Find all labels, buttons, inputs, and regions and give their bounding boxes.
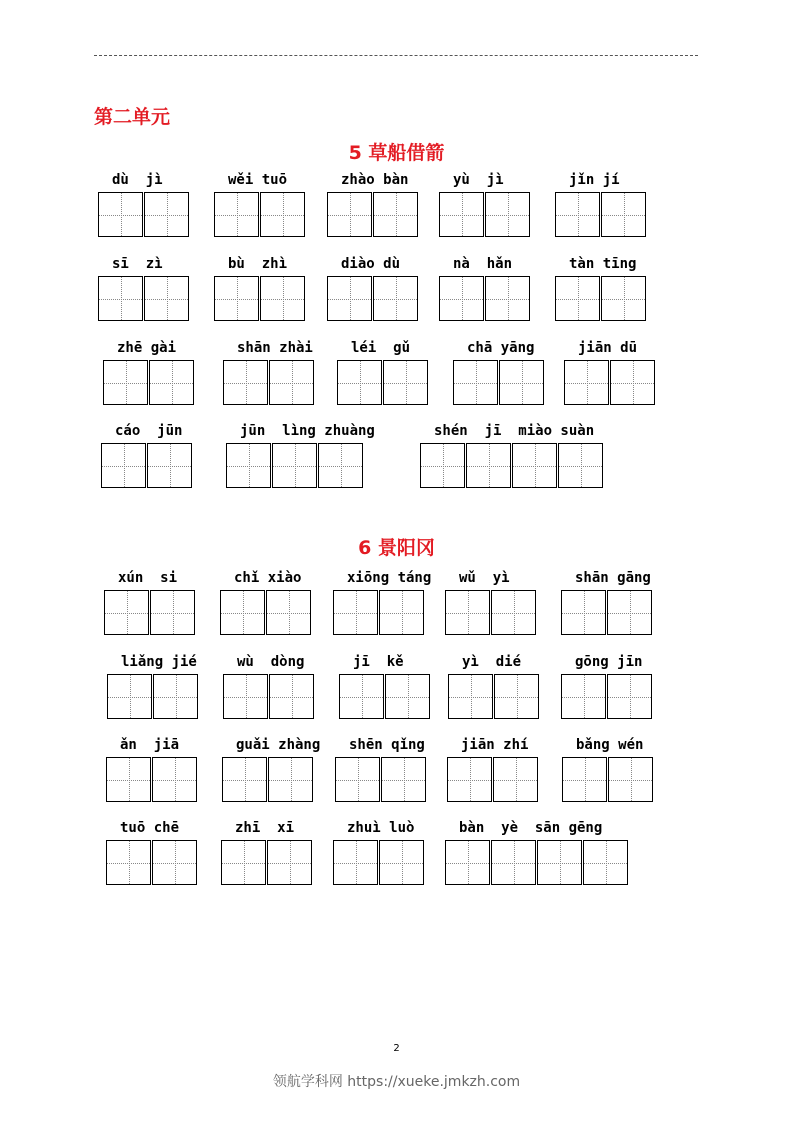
writing-boxes xyxy=(447,757,538,802)
tian-grid-box[interactable] xyxy=(333,590,378,635)
tian-grid-box[interactable] xyxy=(466,443,511,488)
tian-grid-box[interactable] xyxy=(220,590,265,635)
page-number: 2 xyxy=(393,1043,400,1054)
tian-grid-box[interactable] xyxy=(583,840,628,885)
tian-grid-box[interactable] xyxy=(373,276,418,321)
tian-grid-box[interactable] xyxy=(561,590,606,635)
tian-grid-box[interactable] xyxy=(152,840,197,885)
writing-boxes xyxy=(327,192,418,237)
tian-grid-box[interactable] xyxy=(491,590,536,635)
pinyin-label: shān zhài xyxy=(237,340,313,356)
lesson-title: 6 景阳冈 xyxy=(358,537,435,559)
tian-grid-box[interactable] xyxy=(379,840,424,885)
tian-grid-box[interactable] xyxy=(214,192,259,237)
tian-grid-box[interactable] xyxy=(327,276,372,321)
tian-grid-box[interactable] xyxy=(223,674,268,719)
pinyin-label: shān gāng xyxy=(575,570,651,586)
tian-grid-box[interactable] xyxy=(226,443,271,488)
tian-grid-box[interactable] xyxy=(448,674,493,719)
tian-grid-box[interactable] xyxy=(268,757,313,802)
pinyin-label: ǎn jiā xyxy=(120,737,180,753)
tian-grid-box[interactable] xyxy=(98,192,143,237)
tian-grid-box[interactable] xyxy=(106,757,151,802)
writing-boxes xyxy=(555,276,646,321)
pinyin-label: jiān dū xyxy=(578,340,638,356)
tian-grid-box[interactable] xyxy=(260,192,305,237)
tian-grid-box[interactable] xyxy=(555,192,600,237)
top-dashed-rule xyxy=(94,55,698,56)
writing-boxes xyxy=(106,757,197,802)
tian-grid-box[interactable] xyxy=(485,192,530,237)
tian-grid-box[interactable] xyxy=(383,360,428,405)
writing-boxes xyxy=(337,360,428,405)
writing-boxes xyxy=(561,674,652,719)
tian-grid-box[interactable] xyxy=(269,360,314,405)
writing-boxes xyxy=(453,360,544,405)
tian-grid-box[interactable] xyxy=(337,360,382,405)
writing-boxes xyxy=(561,590,652,635)
tian-grid-box[interactable] xyxy=(512,443,557,488)
tian-grid-box[interactable] xyxy=(152,757,197,802)
tian-grid-box[interactable] xyxy=(266,590,311,635)
pinyin-label: yù jì xyxy=(453,172,504,188)
pinyin-label: wǔ yì xyxy=(459,570,510,586)
pinyin-label: jǐn jí xyxy=(569,172,620,188)
tian-grid-box[interactable] xyxy=(561,674,606,719)
pinyin-label: liǎng jié xyxy=(121,654,197,670)
writing-boxes xyxy=(223,360,314,405)
pinyin-label: jī kě xyxy=(353,654,404,670)
tian-grid-box[interactable] xyxy=(333,840,378,885)
writing-boxes xyxy=(98,276,189,321)
lesson-title: 5 草船借箭 xyxy=(348,142,445,164)
pinyin-label: wěi tuō xyxy=(228,172,288,188)
tian-grid-box[interactable] xyxy=(144,192,189,237)
tian-grid-box[interactable] xyxy=(269,674,314,719)
tian-grid-box[interactable] xyxy=(558,443,603,488)
tian-grid-box[interactable] xyxy=(537,840,582,885)
writing-boxes xyxy=(222,757,313,802)
writing-boxes xyxy=(214,192,305,237)
writing-boxes xyxy=(221,840,312,885)
pinyin-label: jiān zhí xyxy=(461,737,529,753)
writing-boxes xyxy=(103,360,194,405)
tian-grid-box[interactable] xyxy=(103,360,148,405)
writing-boxes xyxy=(420,443,603,488)
tian-grid-box[interactable] xyxy=(562,757,607,802)
writing-boxes xyxy=(101,443,192,488)
writing-boxes xyxy=(335,757,426,802)
writing-boxes xyxy=(448,674,539,719)
tian-grid-box[interactable] xyxy=(318,443,363,488)
writing-boxes xyxy=(106,840,197,885)
pinyin-label: jūn lìng zhuàng xyxy=(240,423,375,439)
tian-grid-box[interactable] xyxy=(327,192,372,237)
pinyin-label: chā yāng xyxy=(467,340,535,356)
tian-grid-box[interactable] xyxy=(607,590,652,635)
writing-boxes xyxy=(555,192,646,237)
tian-grid-box[interactable] xyxy=(493,757,538,802)
tian-grid-box[interactable] xyxy=(439,192,484,237)
pinyin-label: tuō chē xyxy=(120,820,180,836)
tian-grid-box[interactable] xyxy=(107,674,152,719)
tian-grid-box[interactable] xyxy=(335,757,380,802)
tian-grid-box[interactable] xyxy=(601,192,646,237)
pinyin-label: zhē gài xyxy=(117,340,177,356)
pinyin-label: zhī xī xyxy=(235,820,295,836)
pinyin-label: léi gǔ xyxy=(351,340,411,356)
tian-grid-box[interactable] xyxy=(420,443,465,488)
writing-boxes xyxy=(107,674,198,719)
tian-grid-box[interactable] xyxy=(610,360,655,405)
tian-grid-box[interactable] xyxy=(608,757,653,802)
pinyin-label: bù zhì xyxy=(228,256,288,272)
writing-boxes xyxy=(333,840,424,885)
tian-grid-box[interactable] xyxy=(453,360,498,405)
pinyin-label: shēn qǐng xyxy=(349,737,425,753)
pinyin-label: zhào bàn xyxy=(341,172,409,188)
writing-boxes xyxy=(220,590,311,635)
footer-watermark: 领航学科网 https://xueke.jmkzh.com xyxy=(272,1074,521,1090)
tian-grid-box[interactable] xyxy=(494,674,539,719)
pinyin-label: bǎng wén xyxy=(576,737,644,753)
tian-grid-box[interactable] xyxy=(153,674,198,719)
pinyin-label: gōng jīn xyxy=(575,654,643,670)
tian-grid-box[interactable] xyxy=(601,276,646,321)
writing-boxes xyxy=(333,590,424,635)
tian-grid-box[interactable] xyxy=(267,840,312,885)
writing-boxes xyxy=(445,840,628,885)
pinyin-label: zhuì luò xyxy=(347,820,415,836)
tian-grid-box[interactable] xyxy=(445,590,490,635)
pinyin-label: tàn tīng xyxy=(569,256,637,272)
tian-grid-box[interactable] xyxy=(98,276,143,321)
tian-grid-box[interactable] xyxy=(339,674,384,719)
tian-grid-box[interactable] xyxy=(555,276,600,321)
tian-grid-box[interactable] xyxy=(381,757,426,802)
tian-grid-box[interactable] xyxy=(385,674,430,719)
pinyin-label: sī zì xyxy=(112,256,163,272)
tian-grid-box[interactable] xyxy=(101,443,146,488)
writing-boxes xyxy=(327,276,418,321)
pinyin-label: cáo jūn xyxy=(115,423,183,439)
pinyin-label: yì dié xyxy=(462,654,522,670)
tian-grid-box[interactable] xyxy=(104,590,149,635)
tian-grid-box[interactable] xyxy=(439,276,484,321)
tian-grid-box[interactable] xyxy=(106,840,151,885)
writing-boxes xyxy=(439,192,530,237)
writing-boxes xyxy=(226,443,363,488)
writing-boxes xyxy=(445,590,536,635)
pinyin-label: xiōng táng xyxy=(347,570,432,586)
tian-grid-box[interactable] xyxy=(222,757,267,802)
writing-boxes xyxy=(562,757,653,802)
pinyin-label: xún si xyxy=(118,570,178,586)
pinyin-label: bàn yè sān gēng xyxy=(459,820,603,836)
tian-grid-box[interactable] xyxy=(147,443,192,488)
tian-grid-box[interactable] xyxy=(223,360,268,405)
writing-boxes xyxy=(98,192,189,237)
tian-grid-box[interactable] xyxy=(150,590,195,635)
pinyin-label: guǎi zhàng xyxy=(236,737,321,753)
writing-boxes xyxy=(564,360,655,405)
writing-boxes xyxy=(214,276,305,321)
tian-grid-box[interactable] xyxy=(491,840,536,885)
pinyin-label: nà hǎn xyxy=(453,256,513,272)
writing-boxes xyxy=(339,674,430,719)
tian-grid-box[interactable] xyxy=(149,360,194,405)
tian-grid-box[interactable] xyxy=(221,840,266,885)
writing-boxes xyxy=(104,590,195,635)
tian-grid-box[interactable] xyxy=(272,443,317,488)
writing-boxes xyxy=(439,276,530,321)
pinyin-label: wù dòng xyxy=(237,654,305,670)
tian-grid-box[interactable] xyxy=(260,276,305,321)
pinyin-label: shén jī miào suàn xyxy=(434,423,595,439)
tian-grid-box[interactable] xyxy=(447,757,492,802)
tian-grid-box[interactable] xyxy=(564,360,609,405)
tian-grid-box[interactable] xyxy=(214,276,259,321)
tian-grid-box[interactable] xyxy=(379,590,424,635)
pinyin-label: dù jì xyxy=(112,172,163,188)
pinyin-label: diào dù xyxy=(341,256,401,272)
tian-grid-box[interactable] xyxy=(607,674,652,719)
tian-grid-box[interactable] xyxy=(445,840,490,885)
pinyin-label: chǐ xiào xyxy=(234,570,302,586)
unit-title: 第二单元 xyxy=(94,106,171,128)
tian-grid-box[interactable] xyxy=(485,276,530,321)
tian-grid-box[interactable] xyxy=(373,192,418,237)
writing-boxes xyxy=(223,674,314,719)
tian-grid-box[interactable] xyxy=(144,276,189,321)
tian-grid-box[interactable] xyxy=(499,360,544,405)
